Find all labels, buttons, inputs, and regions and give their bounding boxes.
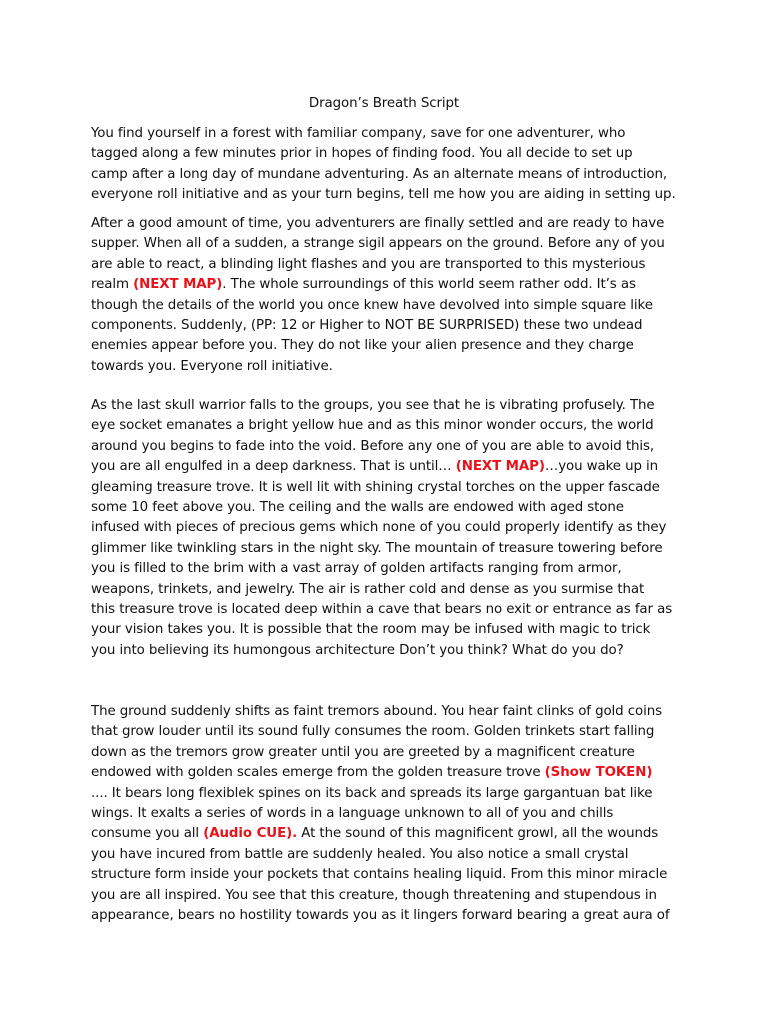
text-line	[91, 498, 624, 518]
text-line	[91, 336, 634, 356]
text-run: tagged along a few minutes prior in hopes of finding food. You all decide to set up	[91, 146, 633, 162]
text-line	[91, 478, 660, 498]
text-run: glimmer like twinkling stars in the night sky. The mountain of treasure towering before	[91, 540, 663, 556]
text-line	[91, 416, 654, 436]
text-run: eye socket emanates a bright yellow hue and as this minor wonder occurs, the world	[91, 418, 654, 434]
text-line	[91, 457, 658, 477]
text-line	[91, 906, 670, 926]
text-run: down as the tremors grow greater until you are greeted by a magnificent creature	[91, 744, 635, 760]
text-line	[91, 165, 667, 185]
text-run: gleaming treasure trove. It is well lit with shining crystal torches on the upper fascade	[91, 479, 660, 495]
text-line	[91, 784, 652, 804]
text-line	[91, 539, 662, 559]
text-line	[91, 144, 633, 164]
text-run: realm	[91, 277, 134, 293]
text-line	[91, 702, 662, 722]
text-line	[91, 804, 613, 824]
text-line	[91, 185, 676, 205]
text-run: supper. When all of a sudden, a strange sigil appears on the ground. Before any of you	[91, 236, 665, 252]
text-line	[91, 620, 650, 640]
text-run: appearance, bears no hostility towards you as it lingers forward bearing a great aura of	[91, 908, 670, 923]
text-line	[91, 214, 664, 234]
text-line	[91, 124, 625, 144]
text-run: you are all inspired. You see that this creature, though threatening and stupendous in	[91, 887, 657, 903]
cue-marker: (Audio CUE).	[203, 826, 298, 842]
cue-marker: (NEXT MAP)	[133, 277, 223, 293]
text-line	[91, 255, 645, 275]
text-line	[91, 518, 666, 538]
text-run: towards you. Everyone roll initiative.	[91, 358, 333, 374]
text-run: wings. It exalts a series of words in a language unknown to all of you and chills	[91, 806, 614, 821]
text-line	[91, 316, 642, 336]
text-run: you into believing its humongous architecture Don’t you think? What do you do?	[91, 642, 624, 658]
text-run: endowed with golden scales emerge from the golden treasure trove	[91, 765, 545, 781]
text-run: consume you all	[91, 826, 204, 842]
text-line	[91, 641, 624, 661]
text-run: structure form inside your pockets that contains healing liquid. From this minor miracle	[91, 867, 668, 883]
text-run: At the sound of this magnificent growl, all the wounds	[297, 826, 659, 842]
text-run: weapons, trinkets, and jewelry. The air is rather cold and dense as you surmise that	[91, 581, 645, 597]
text-run: you is filled to the brim with a vast array of golden artifacts ranging from armor,	[91, 561, 622, 577]
text-run: you are all engulfed in a deep darkness. That is until…	[91, 459, 456, 475]
text-line	[91, 580, 644, 600]
text-run: around you begins to fade into the void. Before any one of you are able to avoid this,	[91, 438, 655, 454]
text-run: As the last skull warrior falls to the groups, you see that he is vibrating profusely. The	[91, 398, 655, 413]
text-run: some 10 feet above you. The ceiling and the walls are endowed with aged stone	[91, 500, 624, 515]
text-line	[91, 886, 657, 906]
text-run: everyone roll initiative and as your turn begins, tell me how you are aiding in setting up.	[91, 187, 676, 203]
text-run: your vision takes you. It is possible that the room may be infused with magic to trick	[91, 622, 651, 638]
text-run: components. Suddenly, (PP: 12 or Higher to NOT BE SURPRISED) these two undead	[91, 318, 643, 333]
text-line	[91, 865, 667, 885]
text-line	[91, 296, 653, 316]
text-run: camp after a long day of mundane adventuring. As an alternate means of introduction,	[91, 166, 668, 182]
text-line	[91, 722, 654, 742]
document-title: Dragon’s Breath Script	[308, 96, 460, 111]
text-run: though the details of the world you once knew have devolved into simple square like	[91, 297, 653, 313]
text-line	[91, 600, 672, 620]
text-run: enemies appear before you. They do not like your alien presence and they charge	[91, 338, 634, 354]
text-run: this treasure trove is located deep within a cave that bears no exit or entrance as far as	[91, 602, 673, 617]
text-line	[91, 743, 635, 763]
text-line	[91, 763, 652, 783]
text-run: The ground suddenly shifts as faint tremors abound. You hear faint clinks of gold coins	[91, 704, 662, 719]
cue-marker: (NEXT MAP)	[455, 459, 545, 475]
text-line	[91, 824, 658, 844]
text-line	[91, 559, 622, 579]
text-line	[91, 845, 628, 865]
text-line	[91, 437, 654, 457]
text-run: infused with pieces of precious gems which none of you could properly identify as they	[91, 520, 667, 536]
text-run: you have incured from battle are suddenly healed. You also notice a small crystal	[91, 846, 629, 862]
cue-marker: (Show TOKEN)	[544, 765, 653, 781]
text-run: After a good amount of time, you adventurers are finally settled and are ready to have	[91, 216, 665, 231]
text-run: are able to react, a blinding light flashes and you are transported to this mysterious	[91, 256, 646, 272]
text-run: You find yourself in a forest with familiar company, save for one adventurer, who	[91, 126, 626, 141]
text-run: …you wake up in	[544, 459, 659, 475]
text-line	[91, 275, 636, 295]
text-run: . The whole surroundings of this world seem rather odd. It’s as	[222, 277, 636, 293]
text-line	[91, 234, 665, 254]
text-run: that grow louder until its sound fully consumes the room. Golden trinkets start falling	[91, 724, 655, 740]
text-run: .... It bears long flexiblek spines on its back and spreads its large gargantuan bat like	[91, 785, 653, 801]
text-line	[91, 396, 655, 416]
text-line	[91, 357, 333, 377]
